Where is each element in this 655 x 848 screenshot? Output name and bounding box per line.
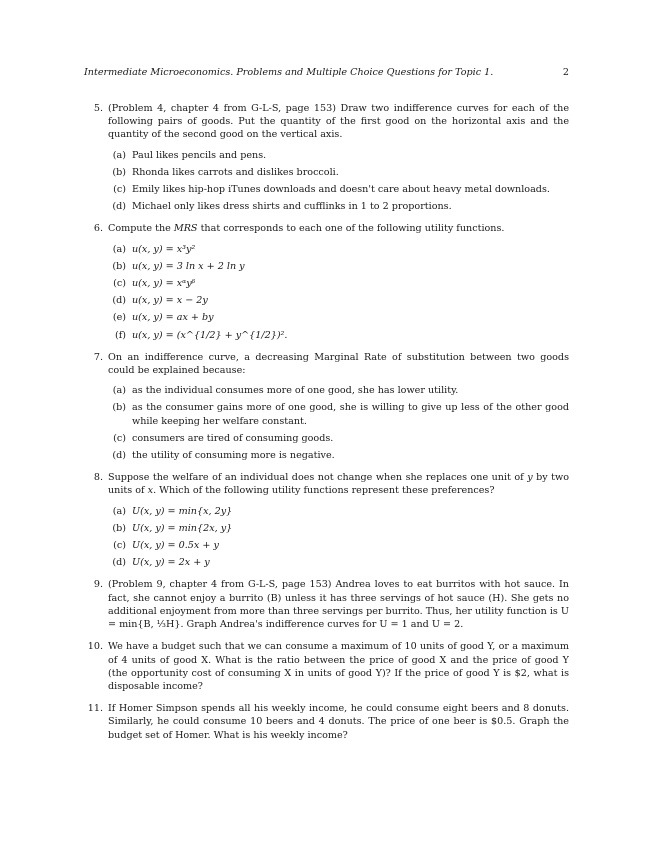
item-text: U(x, y) = min{x, 2y} [132, 505, 233, 517]
choice-list [108, 505, 569, 570]
choice-list [108, 384, 569, 462]
problem-number: 6. [93, 223, 103, 235]
item-text: Paul likes pencils and pens. [132, 149, 267, 161]
problem-number: 9. [93, 579, 103, 591]
problem-7 [84, 351, 569, 462]
list-item [108, 432, 569, 445]
list-item [108, 384, 569, 397]
item-label: (d) [112, 557, 126, 569]
list-item [108, 401, 569, 427]
list-item [108, 539, 569, 552]
item-text: u(x, y) = 3 ln x + 2 ln y [132, 260, 245, 272]
problem-text: (Problem 4, chapter 4 from G-L-S, page 153) Draw two indifference curves for each of the following pairs of goods. Put the quantity of the first good on the horizontal axis and the quantity of the second good on the vertical axis. [108, 103, 569, 141]
problem-text: We have a budget such that we can consume a maximum of 10 units of good Y, or a maximum of 4 units of good X. What is the ratio between the price of good X and the price of good Y (the opportunity cost of consuming X in units of good Y)? If the price of good Y is $2, what is disposable income? [108, 641, 569, 692]
list-item [108, 556, 569, 569]
list-item [108, 522, 569, 535]
header-title: Intermediate Microeconomics. Problems and Multiple Choice Questions for Topic 1. [84, 67, 494, 78]
item-label: (c) [113, 278, 126, 290]
problem-text: Suppose the welfare of an individual does not change when she replaces one unit of y by two units of x. Which of the following utility functions represent these preferences? [108, 472, 569, 497]
item-label: (d) [112, 201, 126, 213]
list-item [108, 260, 569, 273]
choice-list [108, 149, 569, 214]
list-item [108, 277, 569, 290]
problem-list [84, 102, 569, 751]
item-text: Michael only likes dress shirts and cufflinks in 1 to 2 proportions. [132, 201, 452, 213]
item-text: Emily likes hip-hop iTunes downloads and doesn't care about heavy metal downloads. [132, 184, 550, 196]
item-label: (a) [112, 505, 126, 517]
choice-list [108, 243, 569, 342]
list-item [108, 449, 569, 462]
list-item [108, 329, 569, 342]
list-item [108, 166, 569, 179]
list-item [108, 200, 569, 213]
item-label: (f) [114, 329, 126, 341]
item-label: (e) [112, 312, 126, 324]
list-item [108, 505, 569, 518]
item-text: U(x, y) = 0.5x + y [132, 540, 219, 552]
problem-text: If Homer Simpson spends all his weekly income, he could consume eight beers and 8 donuts. Similarly, he could consume 10 beers and 4 donuts. The price of one beer is $0.5. Graph the budget set of Homer. What is his weekly income? [108, 703, 569, 741]
page-header [84, 67, 569, 78]
item-text: u(x, y) = x³y² [132, 243, 196, 255]
item-text: consumers are tired of consuming goods. [132, 432, 334, 444]
item-text: U(x, y) = 2x + y [132, 557, 210, 569]
problem-10 [84, 640, 569, 693]
item-text: u(x, y) = xᵅyᵝ [132, 278, 196, 290]
problem-number: 5. [93, 103, 103, 114]
item-label: (a) [112, 385, 126, 397]
item-label: (a) [112, 149, 126, 161]
list-item [108, 149, 569, 162]
list-item [108, 294, 569, 307]
page-number: 2 [562, 67, 569, 78]
problem-9 [84, 578, 569, 631]
item-text: Rhonda likes carrots and dislikes broccoli. [132, 166, 339, 178]
problem-11 [84, 702, 569, 742]
problem-number: 7. [93, 351, 103, 363]
list-item [108, 183, 569, 196]
item-text: u(x, y) = x − 2y [132, 295, 208, 307]
list-item [108, 311, 569, 324]
item-text: as the consumer gains more of one good, she is willing to give up less of the other good while keeping her welfare constant. [132, 402, 569, 427]
problem-8 [84, 471, 569, 569]
problem-text: Compute the MRS that corresponds to each one of the following utility functions. [108, 223, 505, 235]
problem-text: On an indifference curve, a decreasing Marginal Rate of substitution between two goods could be explained because: [108, 351, 569, 377]
problem-number: 8. [93, 472, 103, 484]
item-label: (a) [112, 243, 126, 255]
list-item [108, 243, 569, 256]
item-text: the utility of consuming more is negative. [132, 450, 335, 462]
item-label: (b) [112, 260, 126, 272]
item-label: (b) [112, 402, 126, 414]
item-label: (b) [112, 166, 126, 178]
problem-number: 10. [87, 641, 103, 653]
item-label: (b) [112, 522, 126, 534]
item-label: (d) [112, 295, 126, 307]
item-text: u(x, y) = (x^{1/2} + y^{1/2})². [132, 329, 288, 341]
item-label: (c) [113, 432, 126, 444]
item-label: (d) [112, 450, 126, 462]
problem-number: 11. [87, 703, 103, 715]
item-label: (c) [113, 540, 126, 552]
item-text: as the individual consumes more of one good, she has lower utility. [132, 385, 459, 397]
item-text: u(x, y) = ax + by [132, 312, 214, 324]
problem-6 [84, 222, 569, 341]
item-label: (c) [113, 184, 126, 196]
problem-5 [84, 102, 569, 213]
problem-text: (Problem 9, chapter 4 from G-L-S, page 153) Andrea loves to eat burritos with hot sauce. In fact, she cannot enjoy a burrito (B) unless it has three servings of hot sauce (H). She gets no additional enjoyment from more than three servings per burrito. Thus, her utility function is U = min{B, ⅓H}. Graph Andrea's indifference curves for U = 1 and U = 2. [108, 579, 569, 631]
item-text: U(x, y) = min{2x, y} [132, 522, 233, 534]
